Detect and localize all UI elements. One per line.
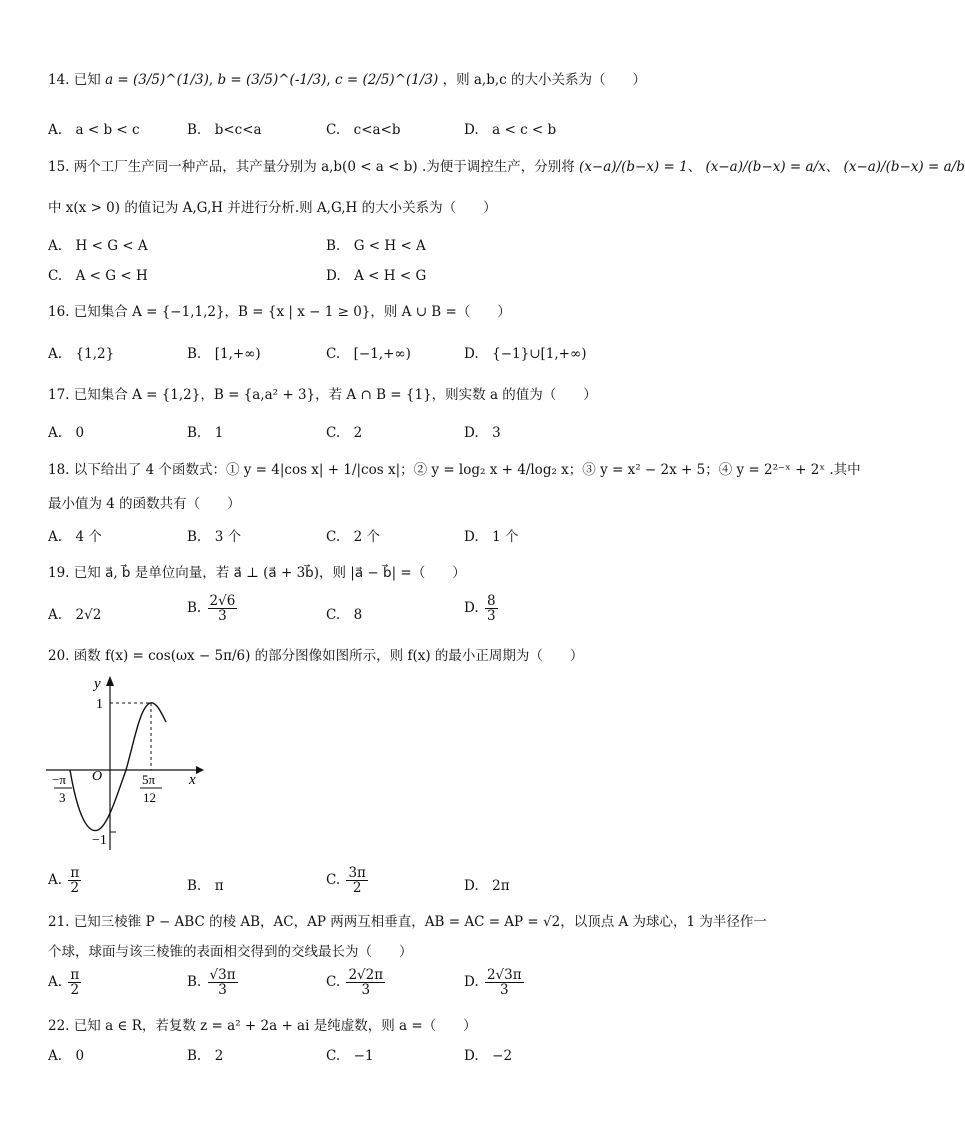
question-16: [48, 300, 511, 320]
question-number: 14.: [48, 72, 70, 88]
option-b[interactable]: B. 1: [187, 425, 224, 441]
fraction: [485, 594, 498, 623]
option-d[interactable]: D. {−1}∪[1,+∞): [464, 346, 587, 362]
tick-label-5pi12-num: 5π: [142, 772, 156, 787]
option-letter: D.: [464, 600, 479, 617]
option-b[interactable]: B. b<c<a: [187, 122, 262, 138]
fraction: [68, 866, 81, 895]
question-number: 21.: [48, 914, 70, 930]
question-22: [48, 1014, 477, 1034]
denominator: 2: [70, 982, 80, 999]
option-a[interactable]: A. {1,2}: [48, 346, 115, 362]
question-19: [48, 561, 466, 581]
numerator: 2√3π: [486, 967, 522, 983]
y-label: y: [94, 676, 101, 692]
origin-label: O: [92, 769, 103, 784]
option-a[interactable]: A. 4 个: [48, 529, 102, 545]
question-text: 已知三棱锥 P − ABC 的棱 AB，AC，AP 两两互相垂直，AB = AC = AP = √2，以顶点 A 为球心，1 为半径作一: [73, 914, 767, 930]
tick-label-neg-pi3-den: 3: [59, 790, 66, 805]
denominator: 3: [499, 982, 509, 999]
option-b[interactable]: B. 2: [187, 1048, 224, 1064]
option-letter: D.: [464, 974, 479, 991]
question-suffix: ，则 a,b,c 的大小关系为（ ）: [442, 72, 646, 88]
question-number: 17.: [48, 387, 70, 403]
equation-2: (x−a)/(b−x) = a/x: [705, 159, 826, 175]
option-letter: B.: [187, 974, 202, 991]
numerator: 8: [486, 593, 496, 609]
option-c[interactable]: C. [−1,+∞): [326, 346, 411, 362]
tick-label-one: 1: [96, 697, 103, 712]
denominator: 3: [486, 608, 496, 625]
question-17: [48, 383, 597, 403]
tick-label-neg-pi3-num: −π: [52, 772, 66, 787]
option-a[interactable]: A. 0: [48, 1048, 85, 1064]
numerator: 3π: [348, 865, 366, 881]
question-number: 22.: [48, 1018, 70, 1034]
tick-label-neg-one: −1: [92, 833, 107, 848]
cosine-graph: [46, 672, 206, 852]
question-text: 已知 a ∈ R，若复数 z = a² + 2a + ai 是纯虚数，则 a =（ ）: [73, 1018, 477, 1034]
fraction: [485, 968, 524, 997]
option-b[interactable]: B. G < H < A: [326, 238, 426, 254]
y-axis-arrow: [106, 676, 114, 686]
question-21-line2: 个球，球面与该三棱锥的表面相交得到的交线最长为（ ）: [48, 944, 413, 960]
option-a[interactable]: A. a < b < c: [48, 122, 140, 138]
option-b[interactable]: [187, 968, 240, 997]
expr-b: b = (3/5)^(-1/3): [217, 72, 327, 88]
denominator: 3: [218, 982, 227, 999]
question-text: 已知集合 A = {−1,1,2}，B = {x | x − 1 ≥ 0}，则 A ∪ B =（ ）: [73, 304, 511, 320]
question-21: [48, 910, 767, 930]
option-letter: C.: [326, 974, 341, 991]
question-18-line2: 最小值为 4 的函数共有（ ）: [48, 496, 241, 512]
equation-3: (x−a)/(b−x) = a/b: [843, 159, 965, 175]
option-letter: B.: [187, 600, 202, 617]
question-number: 20.: [48, 648, 70, 664]
question-text: 函数 f(x) = cos(ωx − 5π/6) 的部分图像如图所示，则 f(x) 的最小正周期为（ ）: [73, 648, 584, 664]
option-c[interactable]: C. c<a<b: [326, 122, 401, 138]
numerator: 2√2π: [348, 967, 384, 983]
option-d[interactable]: D. a < c < b: [464, 122, 557, 138]
option-d[interactable]: D. −2: [464, 1048, 513, 1064]
fraction: [346, 866, 367, 895]
x-label: x: [189, 772, 196, 788]
denominator: 2: [352, 880, 362, 897]
option-c[interactable]: C. A < G < H: [48, 268, 148, 284]
fraction: [68, 968, 81, 997]
question-text: 以下给出了 4 个函数式：① y = 4|cos x| + 1/|cos x|；② y = log₂ x + 4/log₂ x；③ y = x² − 2x + 5；④ y = 2²⁻ˣ + 2ˣ .其中: [73, 462, 861, 478]
option-b[interactable]: B. [1,+∞): [187, 346, 261, 362]
denominator: 2: [70, 880, 80, 897]
x-axis-arrow: [196, 766, 204, 774]
option-d[interactable]: D. A < H < G: [326, 268, 427, 284]
option-d[interactable]: D. 1 个: [464, 529, 519, 545]
question-text: 已知集合 A = {1,2}，B = {a,a² + 3}，若 A ∩ B = {1}，则实数 a 的值为（ ）: [73, 387, 597, 403]
question-text: 已知 a⃗, b⃗ 是单位向量，若 a⃗ ⊥ (a⃗ + 3b⃗)，则 |a⃗ − b⃗| =（ ）: [73, 565, 466, 581]
expr-c: c = (2/5)^(1/3): [334, 72, 439, 88]
tick-label-5pi12-den: 12: [143, 790, 156, 805]
option-a[interactable]: A. 0: [48, 425, 85, 441]
option-letter: C.: [326, 872, 341, 889]
equation-1: (x−a)/(b−x) = 1: [579, 159, 688, 175]
option-d[interactable]: D. 2π: [464, 878, 510, 894]
option-c[interactable]: C. 2 个: [326, 529, 381, 545]
option-letter: A.: [48, 974, 63, 991]
denominator: 3: [361, 982, 371, 999]
numerator: √3π: [209, 967, 236, 983]
option-a[interactable]: A. 2√2: [48, 607, 102, 623]
option-b[interactable]: [187, 594, 239, 623]
question-number: 19.: [48, 565, 70, 581]
option-c[interactable]: C. 8: [326, 607, 363, 623]
option-c[interactable]: [326, 866, 370, 895]
expr-a: a = (3/5)^(1/3): [105, 72, 209, 88]
fraction: [208, 968, 238, 997]
question-number: 18.: [48, 462, 70, 478]
option-c[interactable]: C. −1: [326, 1048, 374, 1064]
fraction: [208, 594, 238, 623]
question-14: 14. 已知 a = (3/5)^(1/3), b = (3/5)^(-1/3), c = (2/5)^(1/3) ，则 a,b,c 的大小关系为（ ）: [48, 72, 646, 88]
fraction: [346, 968, 385, 997]
option-a[interactable]: [48, 866, 83, 895]
option-b[interactable]: B. 3 个: [187, 529, 242, 545]
option-c[interactable]: [326, 968, 387, 997]
question-number: 15.: [48, 159, 70, 175]
question-15-line2: 中 x(x > 0) 的值记为 A,G,H 并进行分析.则 A,G,H 的大小关系为（ ）: [48, 200, 497, 216]
numerator: π: [70, 865, 80, 881]
option-a[interactable]: [48, 968, 83, 997]
option-d[interactable]: D. 3: [464, 425, 501, 441]
question-18: [48, 458, 861, 478]
cosine-curve: [70, 703, 166, 831]
denominator: 3: [218, 608, 227, 625]
question-20: [48, 644, 583, 664]
numerator: 2√6: [209, 593, 236, 609]
option-d[interactable]: [464, 968, 526, 997]
question-prefix: 已知: [73, 72, 101, 88]
option-b[interactable]: B. π: [187, 878, 224, 894]
question-number: 16.: [48, 304, 70, 320]
option-d[interactable]: [464, 594, 500, 623]
question-15: 15. 两个工厂生产同一种产品，其产量分别为 a,b(0 < a < b) .为便于调控生产，分别将 (x−a)/(b−x) = 1、 (x−a)/(b−x) = a/x、 (x−a)/(b−x) = a/b: [48, 159, 965, 175]
question-text: 两个工厂生产同一种产品，其产量分别为 a,b(0 < a < b) .为便于调控生产，分别将: [73, 159, 575, 175]
option-letter: A.: [48, 872, 63, 889]
option-c[interactable]: C. 2: [326, 425, 363, 441]
numerator: π: [70, 967, 80, 983]
option-a[interactable]: A. H < G < A: [48, 238, 148, 254]
